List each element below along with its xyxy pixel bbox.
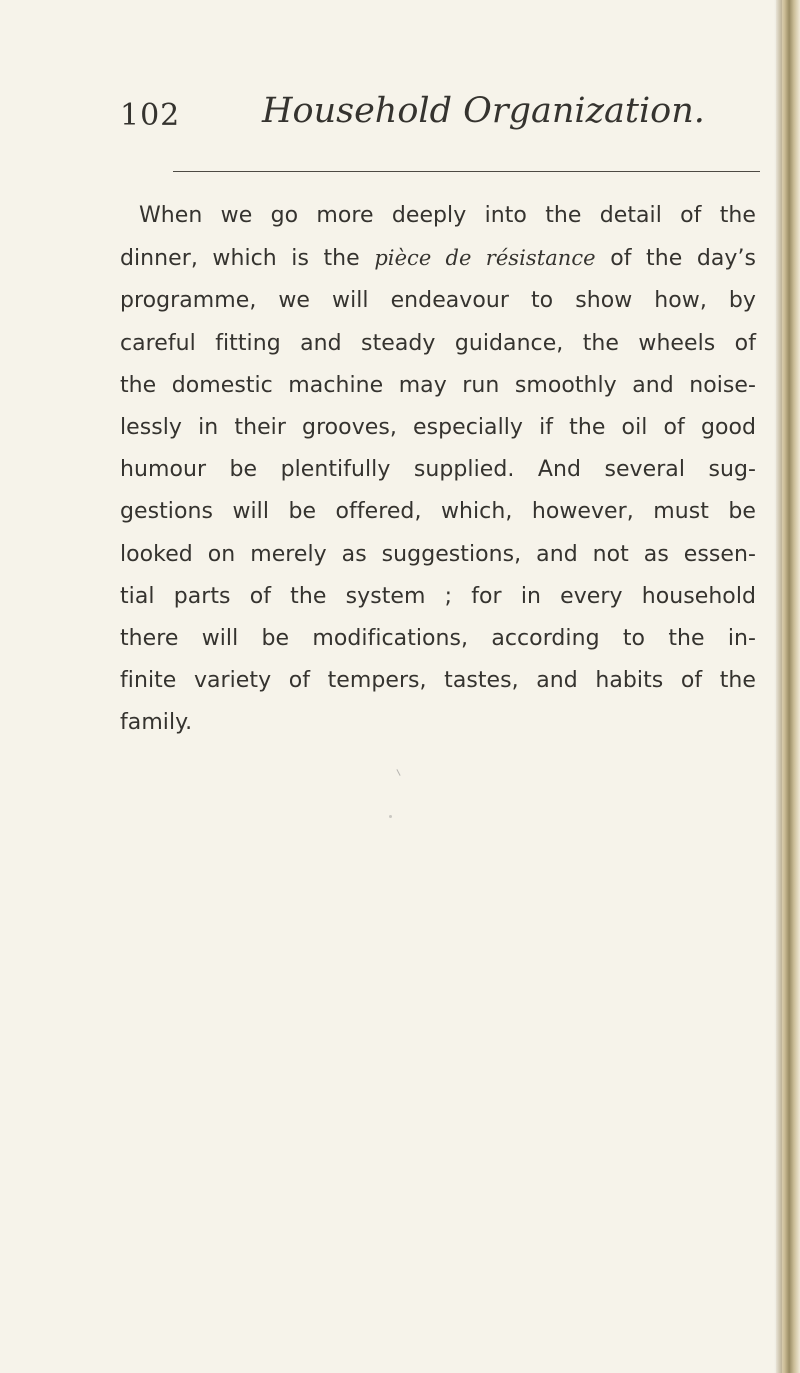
italic-phrase: pièce de résistance [374, 246, 596, 271]
text-line: family. [120, 710, 193, 736]
text-fragment: of the day’s [610, 246, 757, 272]
page-number: 102 [120, 98, 181, 133]
text-line: gestions will be offered, which, however, must be [120, 499, 756, 525]
text-line: humour be plentifully supplied. And several sug- [120, 457, 756, 483]
running-title: Household Organization. [262, 91, 705, 131]
text-line: lessly in their grooves, especially if the oil of good [120, 415, 756, 441]
text-line: looked on merely as suggestions, and not as essen- [120, 541, 756, 567]
running-head [120, 88, 760, 142]
text-line: careful fitting and steady guidance, the wheels of [120, 330, 756, 356]
text-line: tial parts of the system ; for in every household [120, 583, 756, 609]
header-rule [173, 171, 760, 172]
text-line: finite variety of tempers, tastes, and habits of the [120, 668, 756, 694]
paper-speck [389, 815, 392, 818]
text-fragment: dinner, which is the [120, 246, 360, 272]
text-line: the domestic machine may run smoothly and noise- [120, 372, 756, 398]
text-line: there will be modifications, according to the in- [120, 626, 756, 652]
text-line [120, 237, 756, 280]
paper-speck [396, 769, 400, 776]
text-line: programme, we will endeavour to show how, by [120, 288, 756, 314]
text-line: When we go more deeply into the detail of the [139, 203, 756, 228]
gutter-shadow [774, 0, 782, 1373]
body-paragraph [120, 195, 756, 745]
